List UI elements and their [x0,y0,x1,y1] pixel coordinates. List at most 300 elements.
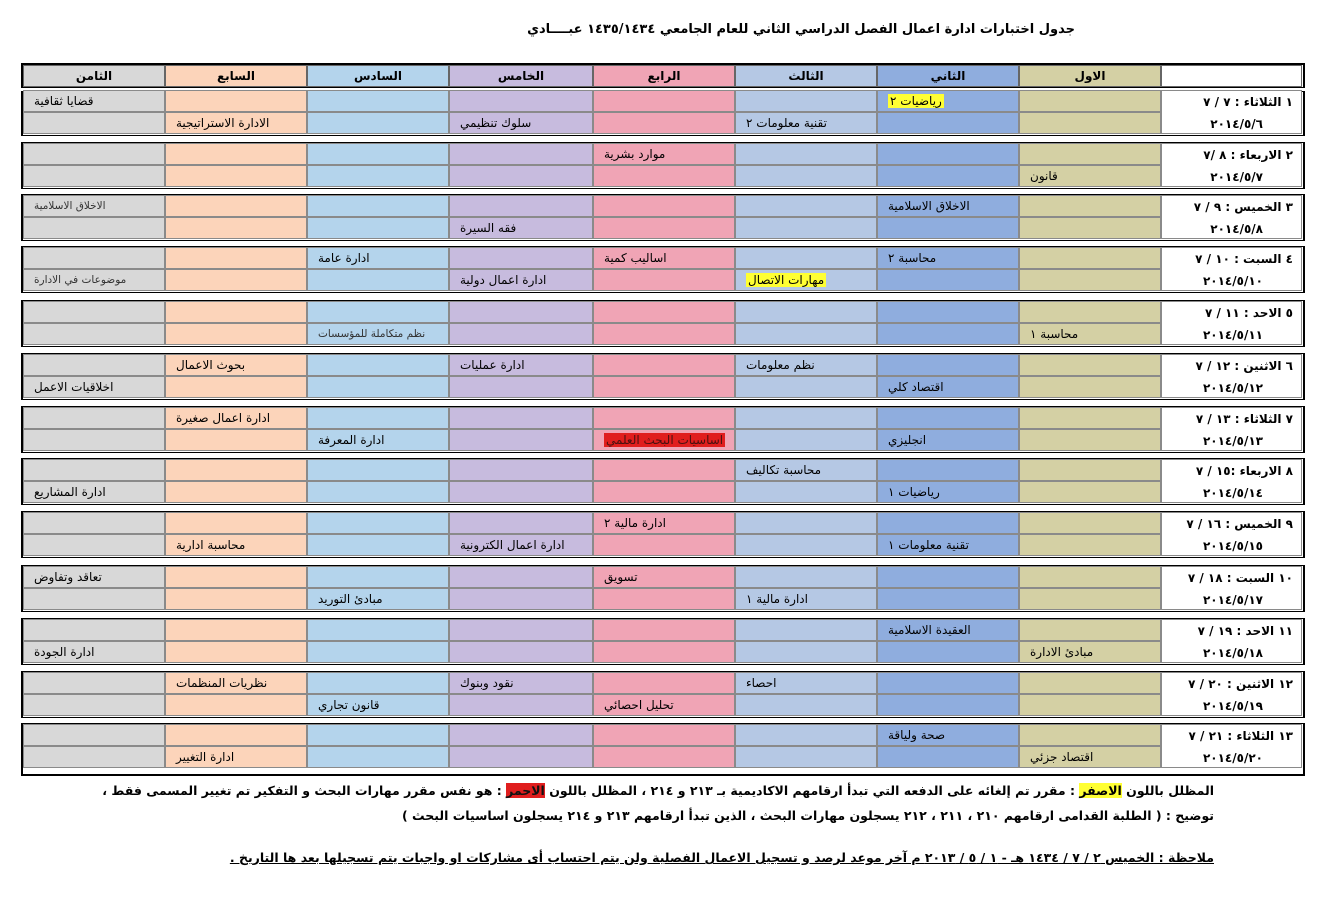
exam-cell-fourth [593,459,735,481]
course-name: صحة ولياقة [888,728,946,742]
exam-cell-fourth [593,112,735,134]
day-label: ٥ الاحد : ١١ / ٧ [1204,306,1293,320]
course-name: اخلاقيات الاعمل [34,380,114,394]
header-second: الثاني [877,65,1019,87]
exam-cell-seventh [165,301,307,323]
exam-cell-seventh [165,694,307,716]
exam-cell-seventh [165,619,307,641]
exam-cell-third [735,269,877,291]
exam-cell-sixth [307,354,449,376]
day-label: ١٠ السبت : ١٨ / ٧ [1187,571,1293,585]
exam-cell-sixth [307,195,449,217]
exam-cell-seventh [165,217,307,239]
gregorian-date: ٢٠١٤/٥/١٩ [1202,699,1263,713]
exam-cell-third [735,217,877,239]
course-name: تحليل احصائي [604,698,674,712]
exam-cell-sixth [307,407,449,429]
exam-cell-sixth [307,323,449,345]
exam-cell-second [877,323,1019,345]
exam-cell-third [735,746,877,768]
exam-cell-third [735,407,877,429]
exam-cell-fourth [593,512,735,534]
exam-cell-fourth [593,354,735,376]
exam-cell-first [1019,588,1161,610]
course-name: رياضيات ١ [888,485,940,499]
exam-cell-eighth [23,512,165,534]
exam-cell-second [877,90,1019,112]
gregorian-date: ٢٠١٤/٥/١٢ [1202,381,1263,395]
row-separator [21,135,1305,143]
exam-cell-fifth [449,90,593,112]
course-name: ادارة اعمال الكترونية [460,538,565,552]
exam-cell-first [1019,112,1161,134]
exam-cell-fourth [593,90,735,112]
exam-cell-eighth [23,588,165,610]
course-name: محاسبة تكاليف [746,463,822,477]
exam-cell-seventh [165,143,307,165]
row-separator [21,611,1305,619]
exam-cell-fourth [593,566,735,588]
note-highlight-legend [102,783,1214,798]
exam-cell-seventh [165,376,307,398]
exam-cell-eighth [23,112,165,134]
exam-cell-eighth [23,195,165,217]
exam-cell-third [735,112,877,134]
exam-cell-first [1019,323,1161,345]
exam-cell-second [877,694,1019,716]
exam-cell-first [1019,165,1161,187]
exam-cell-second [877,512,1019,534]
exam-cell-eighth [23,672,165,694]
gregorian-date: ٢٠١٤/٥/١٤ [1202,486,1263,500]
exam-cell-sixth [307,588,449,610]
exam-cell-seventh [165,90,307,112]
gregorian-date: ٢٠١٤/٥/١٧ [1202,593,1263,607]
exam-cell-second [877,566,1019,588]
exam-cell-eighth [23,217,165,239]
exam-cell-second [877,217,1019,239]
header-day [1161,65,1302,87]
exam-cell-seventh [165,512,307,534]
exam-cell-first [1019,90,1161,112]
exam-cell-eighth [23,323,165,345]
day-date-cell [1161,724,1302,768]
exam-cell-eighth [23,143,165,165]
course-name: نقود وبنوك [460,676,514,690]
exam-cell-seventh [165,407,307,429]
exam-cell-third [735,724,877,746]
exam-cell-third [735,481,877,503]
exam-cell-fourth [593,195,735,217]
exam-cell-second [877,429,1019,451]
note-legend-text-c: : هو نفس مقرر مهارات البحث و التفكير تم تغيير المسمى فقط ، [102,783,507,798]
exam-cell-second [877,619,1019,641]
note-clarification: توضيح : ( الطلبة القدامى ارقامهم ٢١٠ ، ٢١١ ، ٢١٢ يسجلون مهارات البحث ، الذين تبدأ ارقامهم ٢١٣ و ٢١٤ يسجلون اساسيات البحث ) [401,808,1214,823]
exam-cell-sixth [307,534,449,556]
exam-cell-eighth [23,534,165,556]
exam-cell-eighth [23,301,165,323]
exam-cell-first [1019,566,1161,588]
exam-cell-second [877,195,1019,217]
exam-cell-fifth [449,672,593,694]
exam-cell-sixth [307,566,449,588]
course-name: ادارة الجودة [34,645,95,659]
exam-cell-first [1019,301,1161,323]
exam-cell-seventh [165,724,307,746]
gregorian-date: ٢٠١٤/٥/٧ [1210,170,1263,184]
gregorian-date: ٢٠١٤/٥/١٥ [1202,539,1263,553]
exam-cell-third [735,143,877,165]
exam-cell-fifth [449,534,593,556]
exam-cell-second [877,459,1019,481]
day-date-cell [1161,619,1302,663]
exam-cell-third [735,90,877,112]
row-separator [21,452,1305,459]
exam-cell-sixth [307,90,449,112]
course-name: محاسبة ١ [1030,327,1079,341]
exam-cell-first [1019,143,1161,165]
row-separator [21,504,1305,512]
exam-cell-eighth [23,641,165,663]
exam-cell-eighth [23,90,165,112]
note-legend-text-a: المظلل باللون [1121,783,1214,798]
exam-cell-fifth [449,323,593,345]
note-legend-red: الاحمر [506,783,545,798]
course-name: قانون [1030,169,1058,183]
exam-cell-fourth [593,143,735,165]
exam-cell-sixth [307,459,449,481]
header-seventh: السابع [165,65,307,87]
exam-cell-first [1019,641,1161,663]
day-date-cell [1161,90,1302,134]
exam-cell-seventh [165,269,307,291]
exam-cell-sixth [307,165,449,187]
exam-cell-first [1019,217,1161,239]
header-fifth: الخامس [449,65,593,87]
note-legend-yellow: الاصفر [1079,783,1122,798]
exam-cell-fourth [593,407,735,429]
exam-cell-fifth [449,641,593,663]
course-name: سلوك تنظيمي [460,116,532,130]
course-name: الاخلاق الاسلامية [888,199,970,213]
exam-cell-first [1019,619,1161,641]
exam-cell-eighth [23,566,165,588]
gregorian-date: ٢٠١٤/٥/٦ [1210,117,1263,131]
exam-cell-seventh [165,566,307,588]
exam-cell-fifth [449,112,593,134]
exam-cell-fourth [593,429,735,451]
course-name: ادارة اعمال دولية [460,273,547,287]
course-name: تعاقد وتفاوض [34,570,102,584]
exam-cell-seventh [165,323,307,345]
course-name: تقنية معلومات ٢ [746,116,827,130]
day-date-cell [1161,512,1302,556]
exam-cell-fifth [449,195,593,217]
course-name: اساليب كمية [604,251,667,265]
exam-cell-second [877,247,1019,269]
exam-cell-fifth [449,619,593,641]
exam-cell-seventh [165,195,307,217]
day-label: ١ الثلاثاء : ٧ / ٧ [1203,95,1293,109]
exam-cell-second [877,112,1019,134]
exam-cell-first [1019,724,1161,746]
day-label: ٤ السبت : ١٠ / ٧ [1195,252,1293,266]
exam-cell-fifth [449,746,593,768]
course-name: احصاء [746,676,777,690]
exam-cell-fourth [593,588,735,610]
exam-cell-eighth [23,694,165,716]
page-title: جدول اختبارات ادارة اعمال الفصل الدراسي الثاني للعام الجامعي ١٤٣٥/١٤٣٤ عبــــادي [527,22,1075,37]
exam-cell-second [877,672,1019,694]
exam-cell-first [1019,376,1161,398]
gregorian-date: ٢٠١٤/٥/١٣ [1202,434,1263,448]
exam-cell-first [1019,481,1161,503]
exam-cell-second [877,407,1019,429]
exam-cell-fifth [449,143,593,165]
exam-cell-fifth [449,354,593,376]
exam-cell-third [735,376,877,398]
course-name: موارد بشرية [604,147,666,161]
day-label: ١٢ الاثنين : ٢٠ / ٧ [1188,677,1293,691]
exam-cell-fifth [449,269,593,291]
exam-cell-sixth [307,301,449,323]
course-name: بحوث الاعمال [176,358,246,372]
row-separator [21,717,1305,724]
exam-cell-sixth [307,376,449,398]
exam-cell-third [735,694,877,716]
exam-cell-fourth [593,247,735,269]
exam-cell-fourth [593,301,735,323]
exam-cell-first [1019,354,1161,376]
course-name: العقيدة الاسلامية [888,623,971,637]
exam-cell-first [1019,746,1161,768]
exam-cell-eighth [23,165,165,187]
exam-cell-fourth [593,323,735,345]
exam-cell-eighth [23,724,165,746]
exam-cell-first [1019,429,1161,451]
exam-cell-third [735,672,877,694]
exam-cell-fifth [449,512,593,534]
exam-cell-second [877,301,1019,323]
course-name: رياضيات ٢ [890,94,942,108]
exam-cell-seventh [165,429,307,451]
exam-cell-second [877,588,1019,610]
course-name: ادارة مالية ١ [746,592,808,606]
row-separator [21,399,1305,407]
exam-cell-fifth [449,376,593,398]
exam-cell-seventh [165,588,307,610]
exam-cell-third [735,619,877,641]
day-label: ٣ الخميس : ٩ / ٧ [1193,200,1293,214]
gregorian-date: ٢٠١٤/٥/٢٠ [1202,751,1263,765]
course-name: مهارات الاتصال [748,273,825,287]
exam-cell-third [735,459,877,481]
exam-cell-first [1019,672,1161,694]
exam-cell-eighth [23,376,165,398]
exam-cell-first [1019,195,1161,217]
course-name: قضايا ثقافية [34,94,94,108]
exam-cell-third [735,247,877,269]
exam-cell-sixth [307,724,449,746]
exam-cell-seventh [165,112,307,134]
course-name: ادارة مالية ٢ [604,516,666,530]
exam-cell-fifth [449,566,593,588]
exam-cell-seventh [165,354,307,376]
exam-cell-eighth [23,619,165,641]
exam-cell-sixth [307,641,449,663]
course-name: نظريات المنظمات [176,676,268,690]
exam-cell-sixth [307,247,449,269]
exam-cell-eighth [23,354,165,376]
exam-cell-eighth [23,407,165,429]
header-third: الثالث [735,65,877,87]
exam-cell-sixth [307,481,449,503]
exam-cell-first [1019,694,1161,716]
exam-cell-seventh [165,534,307,556]
exam-cell-third [735,165,877,187]
exam-cell-second [877,165,1019,187]
course-name: فقه السيرة [460,221,517,235]
exam-cell-second [877,481,1019,503]
exam-cell-eighth [23,459,165,481]
exam-cell-third [735,195,877,217]
exam-cell-eighth [23,746,165,768]
exam-cell-sixth [307,217,449,239]
exam-cell-fifth [449,217,593,239]
exam-cell-eighth [23,247,165,269]
exam-cell-second [877,641,1019,663]
course-name: اقتصاد كلي [888,380,944,394]
exam-cell-fifth [449,588,593,610]
exam-cell-third [735,641,877,663]
day-label: ١١ الاحد : ١٩ / ٧ [1197,624,1293,638]
gregorian-date: ٢٠١٤/٥/١٨ [1202,646,1263,660]
exam-cell-seventh [165,746,307,768]
course-name: ادارة اعمال صغيرة [176,411,271,425]
exam-cell-sixth [307,269,449,291]
course-name: ادارة عمليات [460,358,525,372]
exam-cell-sixth [307,429,449,451]
day-date-cell [1161,301,1302,345]
day-label: ٨ الاربعاء :١٥ / ٧ [1195,464,1293,478]
exam-cell-first [1019,247,1161,269]
exam-cell-second [877,143,1019,165]
day-date-cell [1161,566,1302,610]
exam-cell-eighth [23,269,165,291]
day-date-cell [1161,672,1302,716]
row-separator [21,188,1305,195]
row-separator [21,240,1305,247]
header-fourth: الرابع [593,65,735,87]
exam-cell-fourth [593,641,735,663]
course-name: ادارة التغيير [176,750,235,764]
gregorian-date: ٢٠١٤/٥/١١ [1202,328,1263,342]
course-name: ادارة المشاريع [34,485,106,499]
exam-cell-fourth [593,376,735,398]
exam-cell-third [735,534,877,556]
exam-cell-sixth [307,746,449,768]
exam-cell-second [877,724,1019,746]
exam-cell-third [735,566,877,588]
course-name: مبادئ التوريد [318,592,383,606]
course-name: ادارة المعرفة [318,433,385,447]
exam-cell-sixth [307,112,449,134]
exam-cell-sixth [307,512,449,534]
exam-cell-third [735,512,877,534]
exam-cell-fifth [449,165,593,187]
course-name: الاخلاق الاسلامية [34,200,106,212]
note-deadline: ملاحظة : الخميس ٢ / ٧ / ١٤٣٤ هـ - ١ / ٥ / ٢٠١٣ م آخر موعد لرصد و تسجيل الاعمال الفصلية ولن يتم احتساب أى مشاركات او واجبات يتم تسجيلها بعد ها التاريخ . [229,850,1214,865]
exam-cell-fifth [449,407,593,429]
course-name: موضوعات في الادارة [34,274,127,286]
row-separator [21,346,1305,354]
day-label: ٩ الخميس : ١٦ / ٧ [1186,517,1293,531]
exam-cell-first [1019,534,1161,556]
exam-cell-seventh [165,247,307,269]
course-name: نظم معلومات [746,358,815,372]
exam-cell-third [735,588,877,610]
day-date-cell [1161,247,1302,291]
exam-cell-sixth [307,619,449,641]
course-name: محاسبة ادارية [176,538,246,552]
day-date-cell [1161,459,1302,503]
exam-cell-fourth [593,165,735,187]
exam-cell-fourth [593,694,735,716]
exam-cell-second [877,534,1019,556]
gregorian-date: ٢٠١٤/٥/٨ [1210,222,1263,236]
exam-cell-sixth [307,672,449,694]
header-eighth: الثامن [23,65,165,87]
gregorian-date: ٢٠١٤/٥/١٠ [1202,274,1263,288]
exam-cell-seventh [165,641,307,663]
day-label: ٧ الثلاثاء : ١٣ / ٧ [1195,412,1293,426]
course-name: اقتصاد جزئي [1030,750,1094,764]
exam-cell-third [735,354,877,376]
exam-cell-eighth [23,481,165,503]
exam-cell-fifth [449,724,593,746]
exam-cell-fourth [593,481,735,503]
day-date-cell [1161,407,1302,451]
exam-cell-third [735,301,877,323]
exam-cell-first [1019,407,1161,429]
course-name: الادارة الاستراتيجية [176,116,270,130]
exam-cell-fourth [593,619,735,641]
exam-cell-second [877,746,1019,768]
exam-cell-seventh [165,459,307,481]
exam-cell-second [877,354,1019,376]
exam-cell-fourth [593,217,735,239]
exam-cell-fourth [593,746,735,768]
exam-cell-third [735,323,877,345]
day-date-cell [1161,195,1302,239]
course-name: تقنية معلومات ١ [888,538,969,552]
course-name: محاسبة ٢ [888,251,937,265]
exam-cell-fourth [593,534,735,556]
course-name: قانون تجاري [318,698,380,712]
exam-cell-third [735,429,877,451]
row-separator [21,664,1305,672]
exam-cell-second [877,269,1019,291]
exam-cell-fifth [449,301,593,323]
exam-cell-sixth [307,143,449,165]
note-legend-text-b: : مقرر تم إلغائه على الدفعه التي تبدأ ارقامهم الاكاديمية بـ ٢١٣ و ٢١٤ ، المظلل باللون [544,783,1080,798]
row-separator [21,292,1305,301]
exam-cell-fourth [593,724,735,746]
exam-cell-fifth [449,459,593,481]
exam-cell-first [1019,512,1161,534]
day-label: ٦ الاثنين : ١٢ / ٧ [1195,359,1293,373]
exam-cell-fifth [449,481,593,503]
